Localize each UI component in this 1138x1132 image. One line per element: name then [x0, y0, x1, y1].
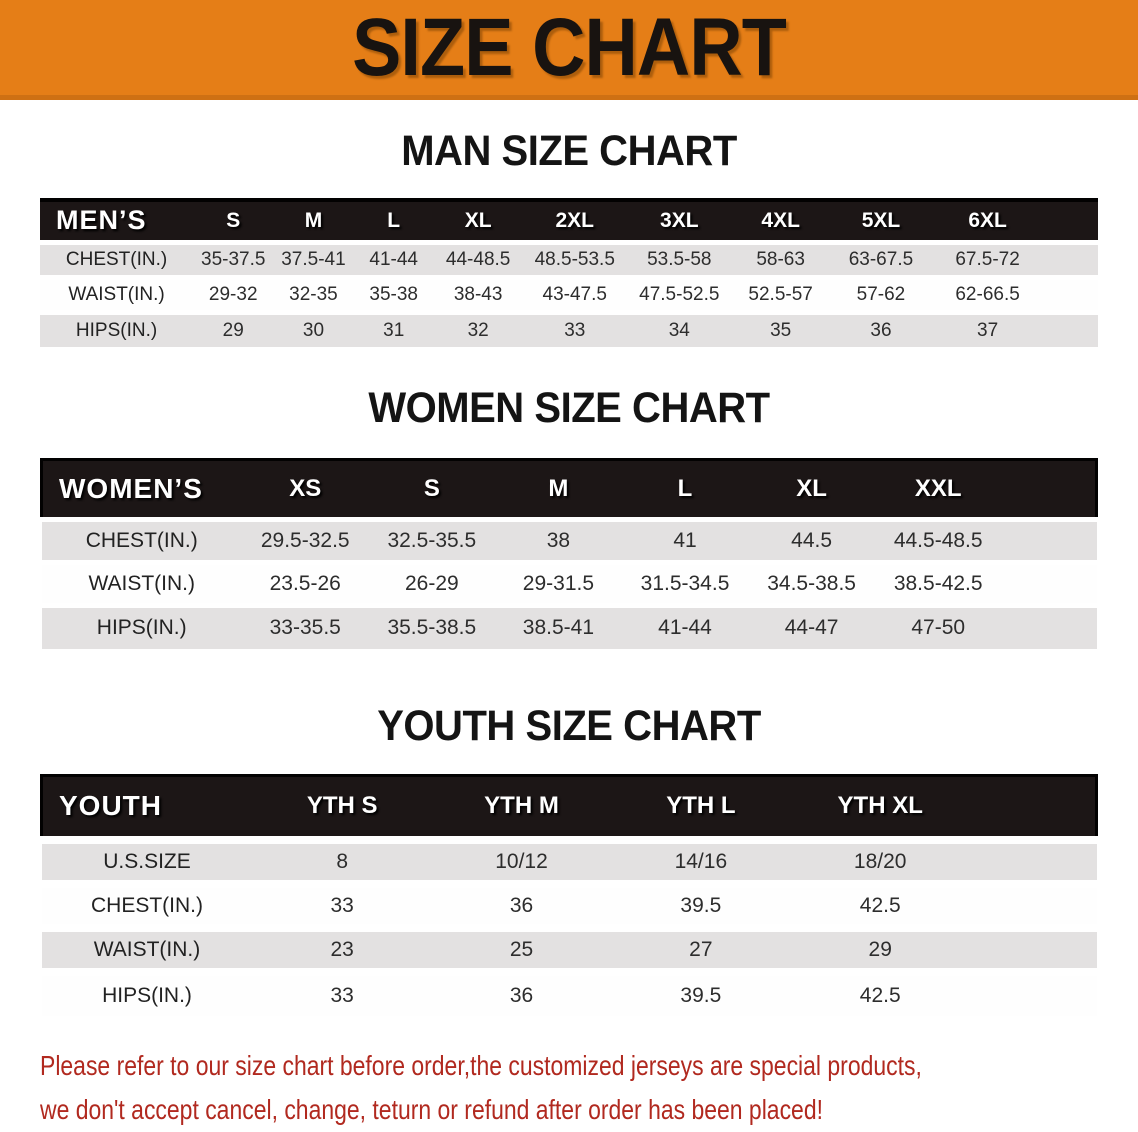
row-spacer [1002, 520, 1097, 563]
section-title: MAN SIZE CHART [401, 127, 737, 175]
size-cell: 42.5 [791, 972, 970, 1016]
size-cell: 27 [611, 928, 790, 972]
size-cell: 29-32 [193, 277, 273, 312]
table-row [40, 242, 1098, 277]
size-cell: 31.5-34.5 [622, 563, 749, 606]
banner-title: SIZE CHART [352, 1, 786, 93]
table-row [42, 884, 1097, 928]
size-table [40, 198, 1098, 347]
size-cell: 37 [932, 312, 1043, 347]
size-cell: 33 [523, 312, 628, 347]
table-row [42, 520, 1097, 563]
size-cell: 62-66.5 [932, 277, 1043, 312]
size-table-header [42, 775, 1097, 840]
sections [0, 126, 1138, 1016]
header-spacer [1043, 200, 1098, 242]
size-column-header: YTH S [253, 775, 432, 840]
size-table-wrapper [40, 774, 1098, 1017]
size-cell: 47-50 [875, 606, 1002, 649]
size-cell: 67.5-72 [932, 242, 1043, 277]
size-cell: 39.5 [611, 884, 790, 928]
size-cell: 36 [432, 884, 611, 928]
size-column-header: YTH XL [791, 775, 970, 840]
size-column-header: XS [242, 460, 369, 520]
size-column-header: 3XL [627, 200, 732, 242]
row-label: U.S.SIZE [42, 840, 253, 884]
size-cell: 41-44 [354, 242, 434, 277]
size-column-header: L [354, 200, 434, 242]
size-table-header-row [40, 200, 1098, 242]
section-title: YOUTH SIZE CHART [377, 701, 761, 750]
row-label: WAIST(IN.) [40, 277, 193, 312]
size-cell: 38 [495, 520, 622, 563]
size-cell: 29 [791, 928, 970, 972]
table-category-label: YOUTH [42, 775, 253, 840]
size-cell: 33 [253, 884, 432, 928]
size-cell: 35-37.5 [193, 242, 273, 277]
row-spacer [1043, 277, 1098, 312]
size-table [40, 458, 1098, 649]
size-cell: 36 [830, 312, 932, 347]
disclaimer [40, 1044, 1138, 1132]
size-cell: 52.5-57 [732, 277, 830, 312]
size-table [40, 774, 1098, 1017]
size-column-header: 5XL [830, 200, 932, 242]
size-column-header: YTH M [432, 775, 611, 840]
header-spacer [1002, 460, 1097, 520]
size-table-header [42, 460, 1097, 520]
size-cell: 33-35.5 [242, 606, 369, 649]
size-cell: 53.5-58 [627, 242, 732, 277]
size-cell: 63-67.5 [830, 242, 932, 277]
size-column-header: M [495, 460, 622, 520]
size-cell: 35 [732, 312, 830, 347]
size-table-header-row [42, 775, 1097, 840]
size-column-header: XXL [875, 460, 1002, 520]
size-cell: 43-47.5 [523, 277, 628, 312]
table-row [42, 928, 1097, 972]
row-spacer [970, 928, 1097, 972]
table-row [40, 277, 1098, 312]
size-cell: 31 [354, 312, 434, 347]
row-label: HIPS(IN.) [42, 606, 242, 649]
row-spacer [1043, 312, 1098, 347]
size-cell: 35.5-38.5 [369, 606, 496, 649]
size-cell: 34.5-38.5 [748, 563, 875, 606]
size-table-body [40, 242, 1098, 347]
row-label: CHEST(IN.) [42, 520, 242, 563]
size-column-header: YTH L [611, 775, 790, 840]
size-column-header: S [193, 200, 273, 242]
table-row [42, 972, 1097, 1016]
size-cell: 41-44 [622, 606, 749, 649]
row-spacer [970, 972, 1097, 1016]
section-title: WOMEN SIZE CHART [368, 384, 770, 432]
size-cell: 10/12 [432, 840, 611, 884]
row-label: HIPS(IN.) [40, 312, 193, 347]
size-cell: 18/20 [791, 840, 970, 884]
size-column-header: XL [748, 460, 875, 520]
size-table-wrapper [40, 198, 1098, 347]
size-column-header: S [369, 460, 496, 520]
size-column-header: 4XL [732, 200, 830, 242]
size-table-wrapper [40, 458, 1098, 649]
size-cell: 25 [432, 928, 611, 972]
table-row [42, 606, 1097, 649]
size-table-body [42, 520, 1097, 649]
size-cell: 38.5-42.5 [875, 563, 1002, 606]
size-cell: 14/16 [611, 840, 790, 884]
size-cell: 47.5-52.5 [627, 277, 732, 312]
size-cell: 44.5-48.5 [875, 520, 1002, 563]
size-cell: 38-43 [434, 277, 523, 312]
table-row [42, 563, 1097, 606]
disclaimer-line1: Please refer to our size chart before order,the customized jerseys are special products, [40, 1050, 922, 1081]
table-category-label: MEN’S [40, 200, 193, 242]
row-spacer [970, 884, 1097, 928]
size-cell: 36 [432, 972, 611, 1016]
size-cell: 44-47 [748, 606, 875, 649]
disclaimer-line2: we don't accept cancel, change, teturn or refund after order has been placed! [40, 1094, 823, 1125]
size-column-header: 2XL [523, 200, 628, 242]
size-cell: 30 [273, 312, 353, 347]
size-column-header: L [622, 460, 749, 520]
size-cell: 32.5-35.5 [369, 520, 496, 563]
size-cell: 8 [253, 840, 432, 884]
size-cell: 44.5 [748, 520, 875, 563]
size-cell: 44-48.5 [434, 242, 523, 277]
header-spacer [970, 775, 1097, 840]
size-cell: 29 [193, 312, 273, 347]
size-chart-banner [0, 0, 1138, 100]
size-cell: 37.5-41 [273, 242, 353, 277]
row-spacer [1002, 563, 1097, 606]
size-table-header-row [42, 460, 1097, 520]
size-cell: 42.5 [791, 884, 970, 928]
size-cell: 39.5 [611, 972, 790, 1016]
row-spacer [970, 840, 1097, 884]
size-cell: 58-63 [732, 242, 830, 277]
size-cell: 35-38 [354, 277, 434, 312]
size-section [0, 701, 1138, 1017]
size-cell: 29.5-32.5 [242, 520, 369, 563]
size-cell: 23 [253, 928, 432, 972]
size-column-header: M [273, 200, 353, 242]
table-row [42, 840, 1097, 884]
size-section [0, 383, 1138, 649]
size-cell: 38.5-41 [495, 606, 622, 649]
size-cell: 26-29 [369, 563, 496, 606]
size-cell: 48.5-53.5 [523, 242, 628, 277]
size-cell: 29-31.5 [495, 563, 622, 606]
row-label: HIPS(IN.) [42, 972, 253, 1016]
row-label: WAIST(IN.) [42, 563, 242, 606]
size-section [0, 126, 1138, 347]
size-cell: 41 [622, 520, 749, 563]
row-spacer [1002, 606, 1097, 649]
size-column-header: 6XL [932, 200, 1043, 242]
size-table-body [42, 840, 1097, 1016]
size-cell: 32 [434, 312, 523, 347]
size-cell: 32-35 [273, 277, 353, 312]
row-label: CHEST(IN.) [42, 884, 253, 928]
size-table-header [40, 200, 1098, 242]
size-cell: 34 [627, 312, 732, 347]
table-category-label: WOMEN’S [42, 460, 242, 520]
size-column-header: XL [434, 200, 523, 242]
size-cell: 33 [253, 972, 432, 1016]
table-row [40, 312, 1098, 347]
row-label: WAIST(IN.) [42, 928, 253, 972]
row-label: CHEST(IN.) [40, 242, 193, 277]
row-spacer [1043, 242, 1098, 277]
size-cell: 57-62 [830, 277, 932, 312]
size-cell: 23.5-26 [242, 563, 369, 606]
